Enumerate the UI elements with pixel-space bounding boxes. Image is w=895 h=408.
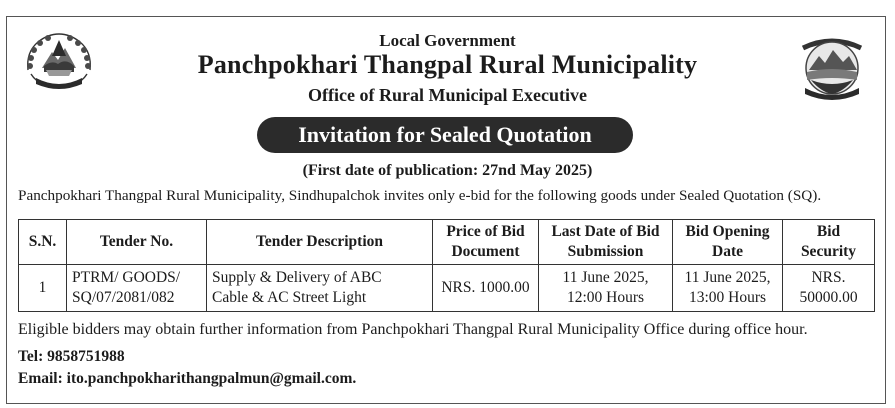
intro-text: Panchpokhari Thangpal Rural Municipality, Sindhupalchok invites only e-bid for the following goods under Sealed Quotation (SQ).	[18, 187, 822, 204]
cell-last-date-line1: 11 June 2025,	[562, 269, 649, 286]
table-row	[19, 265, 875, 312]
cell-tender-no	[67, 265, 207, 312]
header-security-line1: Bid	[816, 223, 841, 240]
cell-description-line1: Supply & Delivery of ABC	[212, 269, 382, 286]
header-sn: S.N.	[19, 220, 67, 265]
local-government-label: Local Government	[379, 31, 516, 50]
cell-tender-no-line2: SQ/07/2081/082	[72, 289, 175, 306]
cell-price: NRS. 1000.00	[433, 265, 539, 312]
header-last-date-line1: Last Date of Bid	[551, 223, 660, 240]
cell-security-line1: NRS.	[811, 269, 846, 286]
header-last-date-line2: Submission	[567, 243, 644, 260]
header-description: Tender Description	[207, 220, 433, 265]
cell-description-line2: Cable & AC Street Light	[212, 289, 367, 306]
header-security	[783, 220, 875, 265]
header-opening-date	[673, 220, 783, 265]
table-header-row	[19, 220, 875, 265]
header-tender-no: Tender No.	[67, 220, 207, 265]
cell-last-date-line2: 12:00 Hours	[566, 289, 645, 306]
telephone: Tel: 9858751988	[18, 348, 125, 365]
cell-security	[783, 265, 875, 312]
cell-opening-line2: 13:00 Hours	[688, 289, 767, 306]
header-opening-line2: Date	[712, 243, 743, 260]
tender-table	[18, 219, 875, 312]
header-price-line1: Price of Bid	[446, 223, 525, 240]
municipality-name: Panchpokhari Thangpal Rural Municipality	[197, 50, 698, 79]
office-name: Office of Rural Municipal Executive	[308, 85, 587, 105]
cell-sn: 1	[19, 265, 67, 312]
notice-title-banner: Invitation for Sealed Quotation	[257, 117, 633, 153]
header-price-line2: Document	[451, 243, 520, 260]
cell-opening-line1: 11 June 2025,	[684, 269, 771, 286]
cell-tender-no-line1: PTRM/ GOODS/	[72, 269, 181, 286]
header-opening-line1: Bid Opening	[685, 223, 770, 240]
publication-date: (First date of publication: 27nd May 2025)	[302, 162, 593, 179]
cell-security-line2: 50000.00	[799, 289, 858, 306]
header-last-date	[539, 220, 673, 265]
cell-last-date	[539, 265, 673, 312]
footer-note: Eligible bidders may obtain further information from Panchpokhari Thangpal Rural Municipality Office during office hour.	[18, 321, 808, 338]
header-price	[433, 220, 539, 265]
cell-description	[207, 265, 433, 312]
cell-opening-date	[673, 265, 783, 312]
header-security-line2: Security	[800, 243, 857, 260]
email-contact: Email: ito.panchpokharithangpalmun@gmail.com.	[18, 370, 357, 387]
